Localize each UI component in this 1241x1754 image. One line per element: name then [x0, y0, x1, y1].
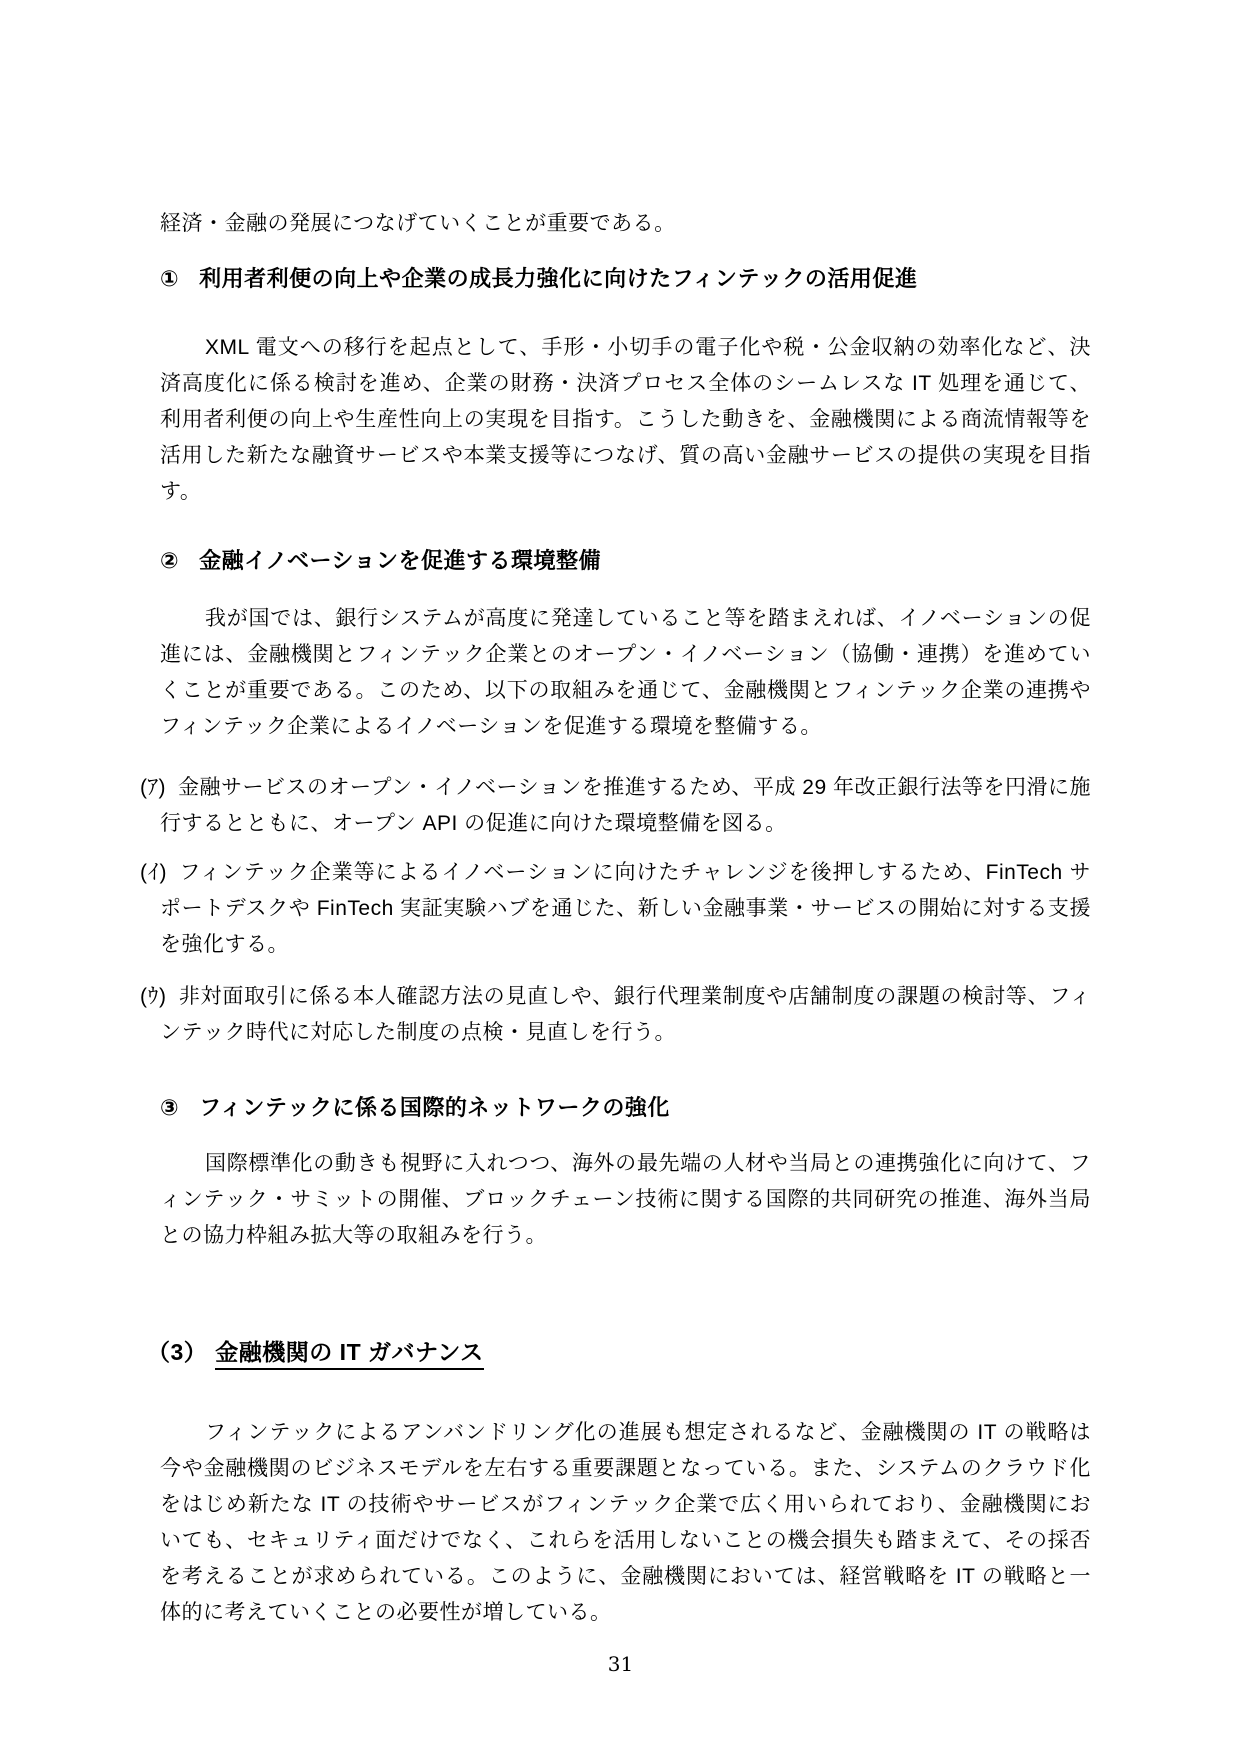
section-3-heading: [160, 1090, 1091, 1126]
section-2-heading: [160, 543, 1091, 579]
list-item-a-text: 金融サービスのオープン・イノベーションを推進するため、平成 29 年改正銀行法等を円滑に施行するとともに、オープン API の促進に向けた環境整備を図る。: [160, 776, 1091, 835]
list-item-a-label: (ｱ): [140, 776, 166, 799]
section-4-marker: （3）: [147, 1339, 208, 1365]
list-item-c: [140, 979, 1091, 1051]
list-item-b-label: (ｲ): [140, 861, 167, 884]
section-2-title: 金融イノベーションを促進する環境整備: [199, 548, 602, 573]
section-2-marker: ②: [160, 548, 180, 573]
intro-paragraph: 経済・金融の発展につなげていくことが重要である。: [160, 212, 676, 235]
section-3-title: フィンテックに係る国際的ネットワークの強化: [199, 1095, 670, 1120]
list-item-c-label: (ｳ): [140, 985, 167, 1008]
page-content: [140, 0, 1091, 1631]
page-number: 31: [607, 1652, 634, 1676]
list-item-b-text: フィンテック企業等によるイノベーションに向けたチャレンジを後押しするため、FinTech サポートデスクや FinTech 実証実験ハブを通じた、新しい金融事業・サービスの開始に対する支援を強化する。: [160, 861, 1091, 956]
list-item-a: [140, 770, 1091, 842]
section-4-title: 金融機関の IT ガバナンス: [215, 1339, 483, 1370]
list-item-b: [140, 855, 1091, 963]
section-1-title: 利用者利便の向上や企業の成長力強化に向けたフィンテックの活用促進: [199, 266, 918, 291]
section-3-body: 国際標準化の動きも視野に入れつつ、海外の最先端の人材や当局との連携強化に向けて、フィンテック・サミットの開催、ブロックチェーン技術に関する国際的共同研究の推進、海外当局との協力枠組み拡大等の取組みを行う。: [160, 1152, 1091, 1247]
section-1-marker: ①: [160, 266, 180, 291]
section-2-body: 我が国では、銀行システムが高度に発達していること等を踏まえれば、イノベーションの促進には、金融機関とフィンテック企業とのオープン・イノベーション（協働・連携）を進めていくことが重要である。このため、以下の取組みを通じて、金融機関とフィンテック企業の連携やフィンテック企業によるイノベーションを促進する環境を整備する。: [160, 607, 1091, 738]
section-4-body: フィンテックによるアンバンドリング化の進展も想定されるなど、金融機関の IT の戦略は今や金融機関のビジネスモデルを左右する重要課題となっている。また、システムのクラウド化をはじめ新たな IT の技術やサービスがフィンテック企業で広く用いられており、金融機関においても、セキュリティ面だけでなく、これらを活用しないことの機会損失も踏まえて、その採否を考えることが求められている。このように、金融機関においては、経営戦略を IT の戦略と一体的に考えていくことの必要性が増している。: [160, 1421, 1091, 1624]
section-1-heading: [160, 261, 1091, 297]
section-4-heading: [147, 1333, 1091, 1371]
list-item-c-text: 非対面取引に係る本人確認方法の見直しや、銀行代理業制度や店舗制度の課題の検討等、フィンテック時代に対応した制度の点検・見直しを行う。: [160, 985, 1091, 1044]
section-3-marker: ③: [160, 1095, 180, 1120]
section-1-body: XML 電文への移行を起点として、手形・小切手の電子化や税・公金収納の効率化など、決済高度化に係る検討を進め、企業の財務・決済プロセス全体のシームレスな IT 処理を通じて、利用者利便の向上や生産性向上の実現を目指す。こうした動きを、金融機関による商流情報等を活用した新たな融資サービスや本業支援等につなげ、質の高い金融サービスの提供の実現を目指す。: [160, 336, 1091, 503]
